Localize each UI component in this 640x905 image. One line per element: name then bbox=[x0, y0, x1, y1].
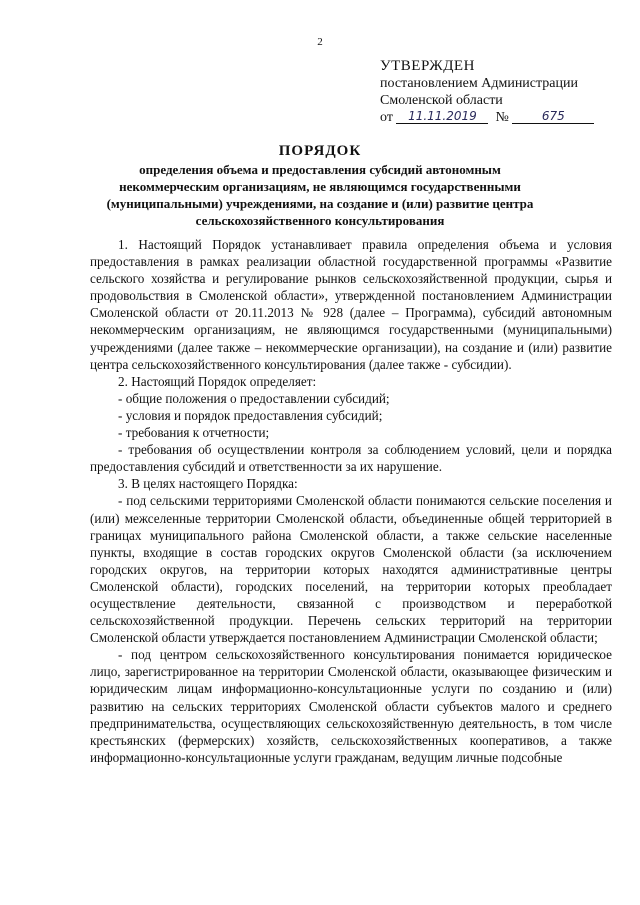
list-item: - общие положения о предоставлении субсидий; bbox=[118, 390, 390, 406]
approval-title: УТВЕРЖДЕН bbox=[380, 58, 475, 74]
number-prefix: № bbox=[495, 110, 509, 125]
list-item: - условия и порядок предоставления субсидий; bbox=[118, 407, 383, 423]
page-number: 2 bbox=[317, 36, 323, 48]
document-body bbox=[90, 236, 612, 766]
approval-line-2: Смоленской области bbox=[380, 93, 503, 108]
handwritten-date: 11.11.2019 bbox=[396, 109, 488, 124]
approval-stamp-block bbox=[380, 58, 620, 126]
document-title: ПОРЯДОК bbox=[278, 143, 362, 159]
list-item: - требования об осуществлении контроля за соблюдением условий, цели и порядка предоставления субсидий и ответственности за их нарушение. bbox=[90, 442, 612, 475]
paragraph-1: 1. Настоящий Порядок устанавливает правила определения объема и условия предоставления в рамках реализации областной государственной программы «Развитие сельского хозяйства и регулирование рынков сельскохозяйственной продукции, сырья и продовольствия в Смоленской области», утвержденной постановлением Администрации Смоленской области от 20.11.2013 № 928 (далее – Программа), субсидий автономным некоммерческим организациям, не являющимся государственными (муниципальными) учреждениями (далее также – некоммерческие организации), на создание и (или) развитие центра сельскохозяйственного консультирования (далее также - субсидии). bbox=[90, 237, 612, 372]
handwritten-number: 675 bbox=[512, 109, 594, 124]
definition-consulting-center: - под центром сельскохозяйственного консультирования понимается юридическое лицо, зарегистрированное на территории Смоленской области, оказывающее физическим и юридическим лицам информационно-консультационные услуги по созданию и (или) развитию на сельских территориях Смоленской области субъектов малого и среднего предпринимательства, осуществляющих сельскохозяйственную деятельность, в том числе крестьянских (фермерских) хозяйств, сельскохозяйственных кооперативов, а также информационно-консультационные услуги гражданам, ведущим личные подсобные bbox=[90, 647, 612, 765]
paragraph-3: 3. В целях настоящего Порядка: bbox=[118, 476, 298, 492]
approval-date-line bbox=[380, 109, 620, 126]
paragraph-2: 2. Настоящий Порядок определяет: bbox=[118, 373, 317, 389]
date-prefix: от bbox=[380, 110, 393, 125]
document-subtitle: определения объема и предоставления субсидий автономным некоммерческим организациям, не являющимся государственными (муниципальными) учреждениями, на создание и (или) развитие центра сельскохозяйственного консультирования bbox=[106, 162, 534, 228]
list-item: - требования к отчетности; bbox=[118, 425, 270, 441]
document-heading bbox=[90, 142, 550, 229]
definition-rural-territories: - под сельскими территориями Смоленской области понимаются сельские поселения и (или) межселенные территории Смоленской области, объединенные общей территорией в границах муниципального района Смоленской области, а также сельские населенные пункты, входящие в состав городских округов Смоленской области (за исключением городских округов, на территории которых находятся административные центры Смоленской области), городских поселений, на территории которых преобладает осуществление деятельности, связанной с производством и переработкой сельскохозяйственной продукции. Перечень сельских территорий на территории Смоленской области утверждается постановлением Администрации Смоленской области; bbox=[90, 493, 612, 646]
approval-line-1: постановлением Администрации bbox=[380, 76, 578, 91]
